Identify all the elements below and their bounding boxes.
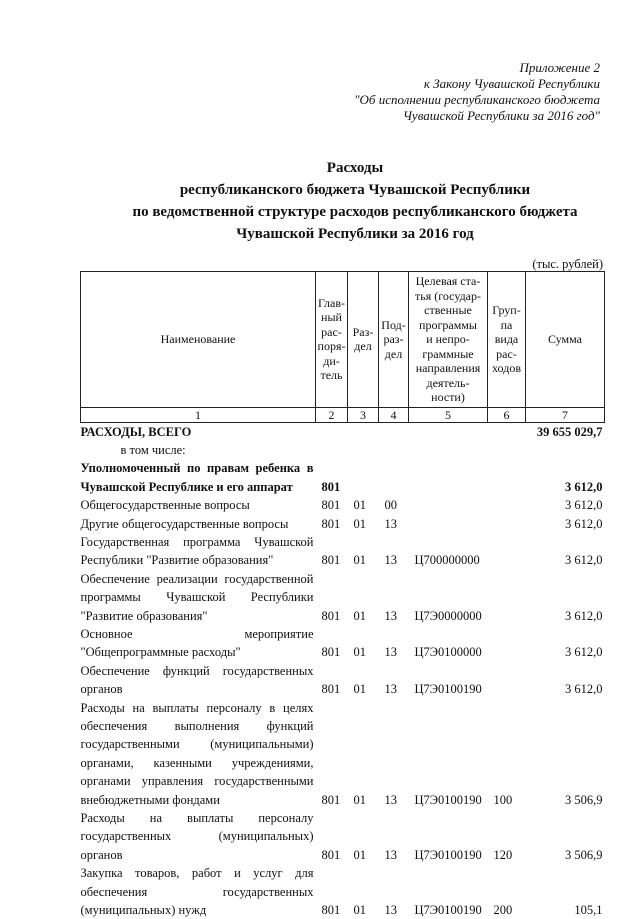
row-name: РАСХОДЫ, ВСЕГО xyxy=(80,424,192,439)
row-subsection: 13 xyxy=(384,608,397,623)
row-section: 01 xyxy=(353,847,366,862)
row-expense-group xyxy=(488,662,526,699)
header-name: Наименование xyxy=(81,272,316,408)
row-chief-manager: 801 xyxy=(321,498,341,513)
row-expense-group xyxy=(488,422,526,441)
row-name: Государственная программа Чувашской Республики "Развитие образования" xyxy=(80,534,314,568)
row-chief-manager: 801 xyxy=(321,645,341,660)
table-row xyxy=(81,515,605,533)
row-section: 01 xyxy=(353,792,366,807)
appendix-line-3: "Об исполнении республиканского бюджета xyxy=(354,92,600,107)
title-line-1: Расходы xyxy=(326,160,384,176)
row-target-article xyxy=(409,496,488,514)
row-target-article xyxy=(409,441,488,459)
row-section xyxy=(348,441,379,459)
row-target-article: Ц7Э0100000 xyxy=(414,645,482,660)
row-sum: 3 506,9 xyxy=(565,792,603,807)
row-target-article: Ц7Э0100190 xyxy=(414,792,482,807)
budget-table xyxy=(80,271,605,919)
row-expense-group xyxy=(488,441,526,459)
row-expense-group xyxy=(488,625,526,662)
row-subsection: 13 xyxy=(384,792,397,807)
row-sum xyxy=(526,441,605,459)
table-row xyxy=(81,625,605,662)
row-sum: 3 612,0 xyxy=(565,479,603,494)
row-chief-manager xyxy=(316,441,348,459)
title-line-4: Чувашской Республики за 2016 год xyxy=(236,226,474,242)
table-row xyxy=(81,570,605,625)
row-sum: 39 655 029,7 xyxy=(536,424,603,439)
column-number: 3 xyxy=(348,407,379,422)
row-section xyxy=(348,459,379,496)
row-subsection: 13 xyxy=(384,903,397,918)
column-number: 2 xyxy=(316,407,348,422)
column-number: 4 xyxy=(379,407,409,422)
row-subsection xyxy=(379,422,409,441)
row-subsection: 13 xyxy=(384,516,397,531)
table-row xyxy=(81,699,605,809)
row-target-article xyxy=(409,422,488,441)
row-subsection xyxy=(379,441,409,459)
row-name: Другие общегосударственные вопросы xyxy=(80,516,289,531)
row-chief-manager: 801 xyxy=(321,608,341,623)
row-section: 01 xyxy=(353,682,366,697)
header-expense-group: Груп- па вида рас- ходов xyxy=(488,272,526,408)
table-header-row xyxy=(81,272,605,408)
units-label: (тыс. рублей) xyxy=(532,257,603,271)
header-section: Раз- дел xyxy=(348,272,379,408)
row-target-article: Ц7Э0100190 xyxy=(414,903,482,918)
row-section: 01 xyxy=(353,903,366,918)
table-row xyxy=(81,662,605,699)
document-title xyxy=(60,157,640,245)
header-subsection: Под- раз- дел xyxy=(379,272,409,408)
row-expense-group: 120 xyxy=(493,847,513,862)
row-target-article xyxy=(409,515,488,533)
table-row xyxy=(81,422,605,441)
table-body xyxy=(81,422,605,919)
row-name: Обеспечение функций государственных органов xyxy=(80,663,314,697)
row-target-article: Ц7Э0100190 xyxy=(414,682,482,697)
row-chief-manager: 801 xyxy=(321,847,341,862)
header-sum: Сумма xyxy=(526,272,605,408)
column-number: 6 xyxy=(488,407,526,422)
row-expense-group xyxy=(488,515,526,533)
column-number: 1 xyxy=(81,407,316,422)
row-name: Расходы на выплаты персоналу в целях обеспечения выполнения функций государственными (муниципальными) органами, казенными учреждениями, органами управления государственными внебюджетными фондами xyxy=(80,700,314,807)
row-section xyxy=(348,422,379,441)
table-row xyxy=(81,459,605,496)
row-section: 01 xyxy=(353,645,366,660)
row-sum: 3 612,0 xyxy=(565,645,603,660)
appendix-line-2: к Закону Чувашской Республики xyxy=(423,76,600,91)
column-number: 5 xyxy=(409,407,488,422)
row-name: Основное мероприятие "Общепрограммные расходы" xyxy=(80,626,314,660)
row-sum: 3 612,0 xyxy=(565,553,603,568)
row-chief-manager: 801 xyxy=(321,516,341,531)
row-target-article: Ц7Э0000000 xyxy=(414,608,482,623)
row-name: Общегосударственные вопросы xyxy=(80,498,250,513)
row-sum: 3 506,9 xyxy=(565,847,603,862)
row-subsection: 13 xyxy=(384,682,397,697)
row-section: 01 xyxy=(353,553,366,568)
row-subsection: 13 xyxy=(384,645,397,660)
appendix-header xyxy=(300,60,600,124)
row-section: 01 xyxy=(353,498,366,513)
row-expense-group xyxy=(488,570,526,625)
table-row xyxy=(81,864,605,919)
header-chief-manager: Глав- ный рас- поря- ди- тель xyxy=(316,272,348,408)
title-line-2: республиканского бюджета Чувашской Республики xyxy=(179,182,531,198)
row-expense-group xyxy=(488,459,526,496)
row-chief-manager xyxy=(316,422,348,441)
row-target-article: Ц700000000 xyxy=(414,553,480,568)
row-sum: 105,1 xyxy=(574,903,603,918)
row-target-article xyxy=(409,459,488,496)
row-section: 01 xyxy=(353,516,366,531)
row-subsection xyxy=(379,459,409,496)
row-expense-group: 100 xyxy=(493,792,513,807)
appendix-line-1: Приложение 2 xyxy=(519,60,600,75)
row-chief-manager: 801 xyxy=(321,792,341,807)
row-chief-manager: 801 xyxy=(321,553,341,568)
row-chief-manager: 801 xyxy=(321,682,341,697)
row-section: 01 xyxy=(353,608,366,623)
table-row xyxy=(81,496,605,514)
row-expense-group xyxy=(488,496,526,514)
table-row xyxy=(81,533,605,570)
row-name: Закупка товаров, работ и услуг для обеспечения государственных (муниципальных) нужд xyxy=(80,866,314,918)
row-expense-group xyxy=(488,533,526,570)
appendix-line-4: Чувашской Республики за 2016 год" xyxy=(402,108,600,123)
row-sum: 3 612,0 xyxy=(565,498,603,513)
row-sum: 3 612,0 xyxy=(565,682,603,697)
table-column-numbers-row xyxy=(81,407,605,422)
row-subsection: 00 xyxy=(384,498,397,513)
row-expense-group: 200 xyxy=(493,903,513,918)
row-sum: 3 612,0 xyxy=(565,608,603,623)
row-chief-manager: 801 xyxy=(321,479,341,494)
row-name: Расходы на выплаты персоналу государственных (муниципальных) органов xyxy=(80,811,314,862)
column-number: 7 xyxy=(526,407,605,422)
row-name: Уполномоченный по правам ребенка в Чувашской Республике и его аппарат xyxy=(80,461,314,494)
row-target-article: Ц7Э0100190 xyxy=(414,847,482,862)
row-chief-manager: 801 xyxy=(321,903,341,918)
row-subsection: 13 xyxy=(384,847,397,862)
row-name: в том числе: xyxy=(120,442,186,457)
row-subsection: 13 xyxy=(384,553,397,568)
row-name: Обеспечение реализации государственной программы Чувашской Республики "Развитие образования" xyxy=(80,571,314,623)
row-sum: 3 612,0 xyxy=(565,516,603,531)
header-target-article: Целевая ста- тья (государ- ственные программы и непро- граммные направления деятель- ности) xyxy=(409,272,488,408)
title-line-3: по ведомственной структуре расходов республиканского бюджета xyxy=(132,204,578,220)
table-row xyxy=(81,809,605,864)
table-row xyxy=(81,441,605,459)
